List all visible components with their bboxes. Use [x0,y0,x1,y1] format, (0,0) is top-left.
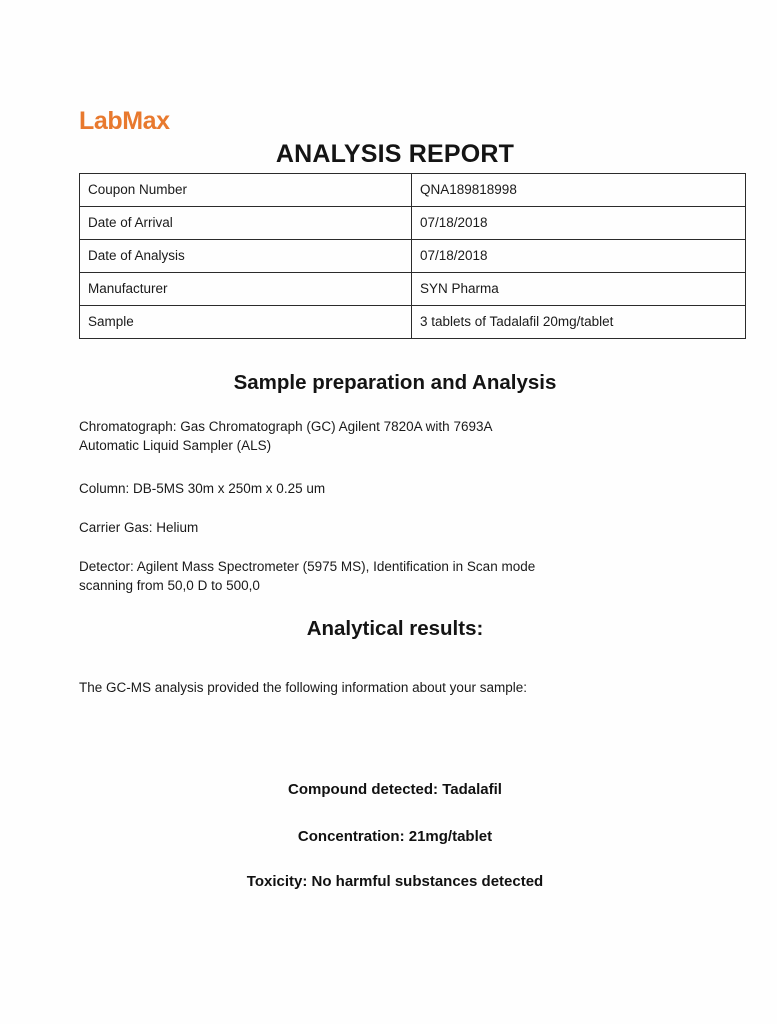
paragraph-column: Column: DB-5MS 30m x 250m x 0.25 um [79,481,326,496]
table-row [80,273,746,306]
table-cell-label: Manufacturer [80,273,412,306]
table-row [80,306,746,339]
table-cell-value: 07/18/2018 [412,240,746,273]
result-compound-detected: Compound detected: Tadalafil [288,781,502,798]
table-row [80,207,746,240]
result-concentration: Concentration: 21mg/tablet [297,828,493,845]
paragraph-carrier-gas: Carrier Gas: Helium [79,520,199,535]
sample-info-table [79,173,746,339]
table-cell-value: 07/18/2018 [412,207,746,240]
table-row [80,174,746,207]
page-title: ANALYSIS REPORT [275,140,515,168]
table-cell-label: Coupon Number [80,174,412,207]
table-row [80,240,746,273]
labmax-logo: LabMax [79,107,170,135]
section-heading-sample-preparation: Sample preparation and Analysis [233,371,557,394]
paragraph-chromatograph: Chromatograph: Gas Chromatograph (GC) Agilent 7820A with 7693A Automatic Liquid Sampler (ALS) [79,419,492,453]
result-toxicity: Toxicity: No harmful substances detected [246,873,544,890]
table-cell-label: Date of Arrival [80,207,412,240]
table-cell-value: 3 tablets of Tadalafil 20mg/tablet [412,306,746,339]
paragraph-detector: Detector: Agilent Mass Spectrometer (5975 MS), Identification in Scan mode scanning from 50,0 D to 500,0 [79,559,536,593]
table-cell-label: Sample [80,306,412,339]
sample-info-table-body [80,174,746,339]
table-cell-value: QNA189818998 [412,174,746,207]
paragraph-results-intro: The GC-MS analysis provided the following information about your sample: [79,680,527,695]
table-cell-label: Date of Analysis [80,240,412,273]
section-heading-analytical-results: Analytical results: [306,617,484,640]
table-cell-value: SYN Pharma [412,273,746,306]
